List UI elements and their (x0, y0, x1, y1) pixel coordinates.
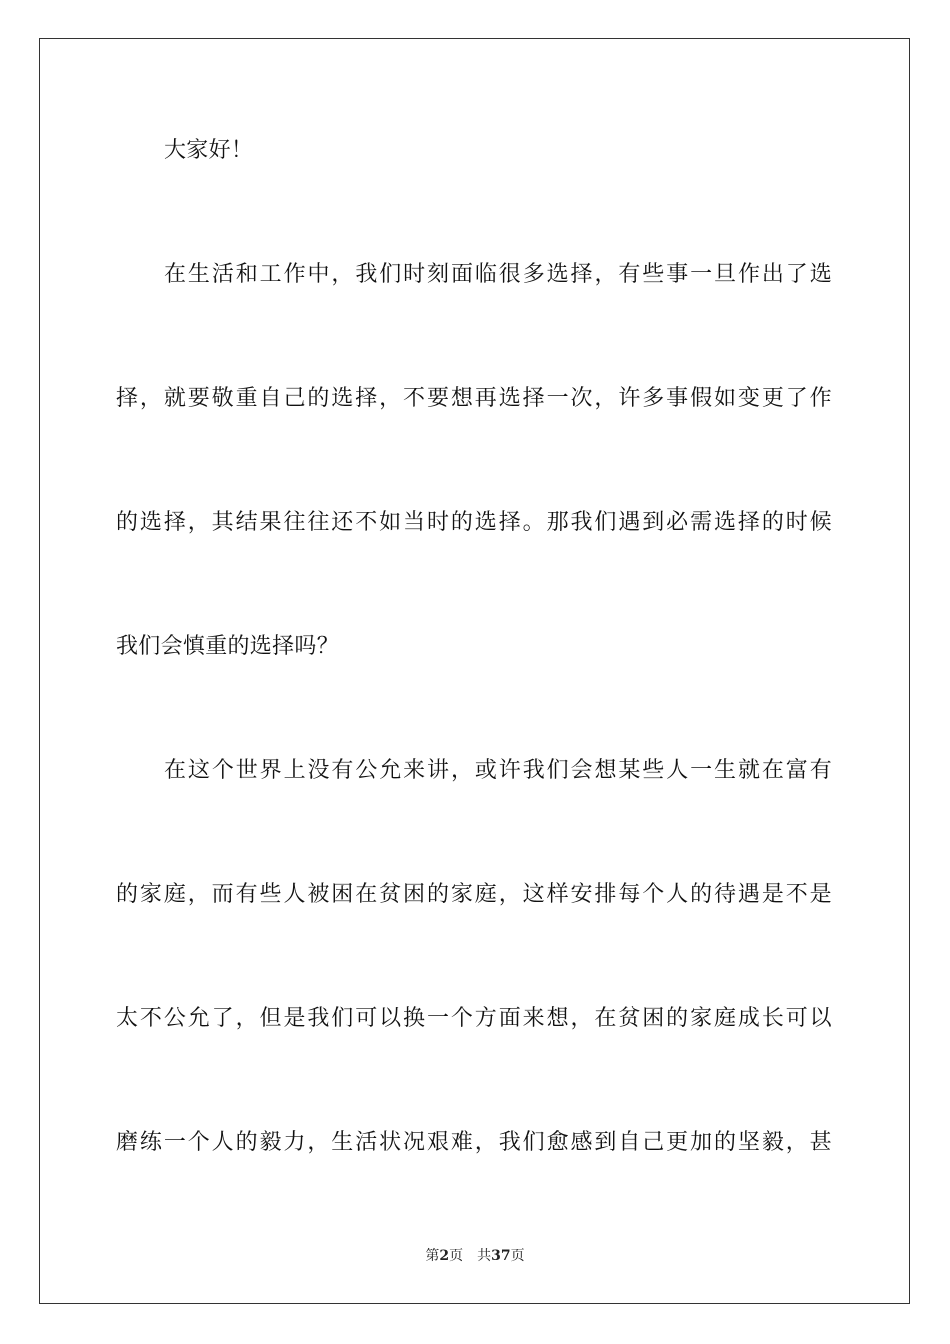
total-pages: 37 (491, 1248, 511, 1264)
paragraph-1-line-1: 在生活和工作中，我们时刻面临很多选择，有些事一旦作出了选 (164, 262, 832, 287)
paragraph-2-line-1: 在这个世界上没有公允来讲，或许我们会想某些人一生就在富有 (164, 758, 832, 783)
page-number: 2 (439, 1248, 450, 1264)
page-footer (0, 1246, 950, 1266)
total-prefix: 共 (477, 1248, 492, 1264)
greeting-line: 大家好！ (164, 138, 254, 163)
paragraph-2-line-2: 的家庭，而有些人被困在贫困的家庭，这样安排每个人的待遇是不是 (116, 882, 832, 907)
paragraph-1-line-2: 择，就要敬重自己的选择，不要想再选择一次，许多事假如变更了作 (116, 386, 832, 411)
paragraph-1-line-4: 我们会慎重的选择吗？ (116, 634, 340, 659)
page-prefix: 第 (425, 1248, 440, 1264)
paragraph-1-line-3: 的选择，其结果往往还不如当时的选择。那我们遇到必需选择的时候 (116, 510, 832, 535)
paragraph-2-line-3: 太不公允了，但是我们可以换一个方面来想，在贫困的家庭成长可以 (116, 1006, 832, 1031)
total-suffix: 页 (510, 1248, 525, 1264)
paragraph-2-line-4: 磨练一个人的毅力，生活状况艰难，我们愈感到自己更加的坚毅，甚 (116, 1130, 832, 1155)
page-suffix: 页 (449, 1248, 464, 1264)
page-border (39, 38, 910, 1304)
